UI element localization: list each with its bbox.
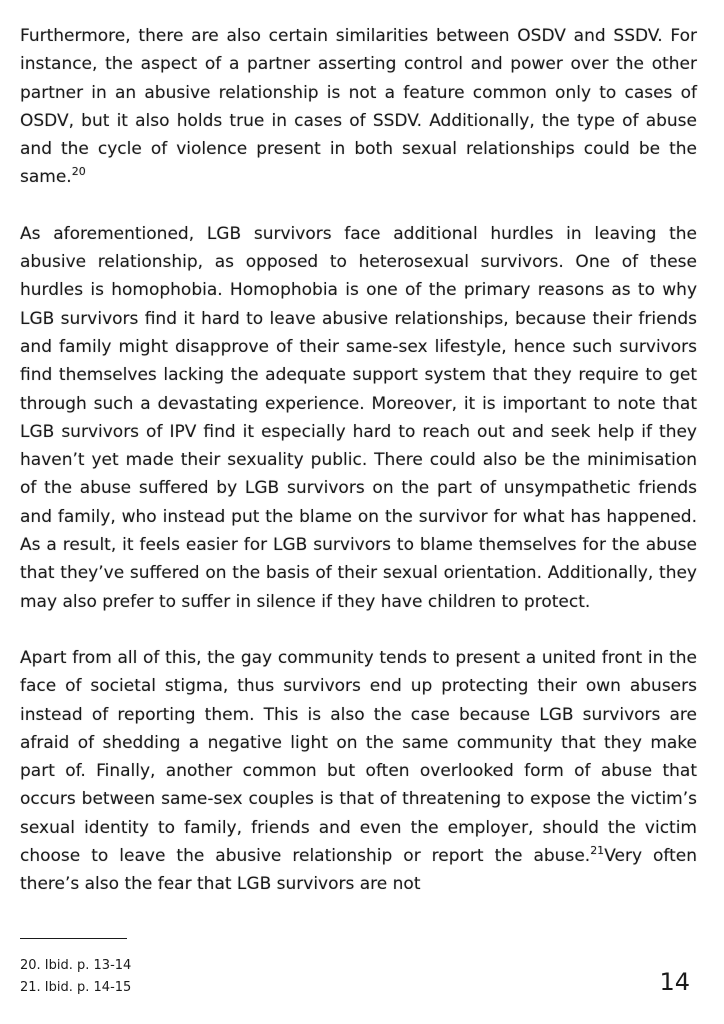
footnote-ref-20[interactable]: 20 bbox=[71, 165, 86, 179]
footnote-21: 21. Ibid. p. 14-15 bbox=[20, 980, 132, 995]
footnote-separator bbox=[20, 938, 127, 939]
footnote-ref-21[interactable]: 21 bbox=[590, 844, 605, 858]
paragraph-text: Furthermore, there are also certain similarities between OSDV and SSDV. For instance, the aspect of a partner asserting control and power over the other partner in an abusive relationship is not a feature common only to cases of OSDV, but it also holds true in cases of SSDV. Additionally, the type of abuse and the cycle of violence present in both sexual relationships could be the same. bbox=[20, 26, 697, 188]
paragraph-text-before: Apart from all of this, the gay community tends to present a united front in the face of societal stigma, thus survivors end up protecting their own abusers instead of reporting them. This is also the case because LGB survivors are afraid of shedding a negative light on the same community that they make part of. Finally, another common but often overlooked form of abuse that occurs between same-sex couples is that of threatening to expose the victim’s sexual identity to family, friends and even the employer, should the victim choose to leave the abusive relationship or report the abuse. bbox=[20, 647, 697, 867]
footnotes bbox=[20, 955, 131, 999]
paragraph-gay-community bbox=[20, 644, 697, 899]
paragraph-text: As aforementioned, LGB survivors face additional hurdles in leaving the abusive relationship, as opposed to heterosexual survivors. One of these hurdles is homophobia. Homophobia is one of the primary reasons as to why LGB survivors find it hard to leave abusive relationships, because their friends and family might disapprove of their same-sex lifestyle, hence such survivors find themselves lacking the adequate support system that they require to get through such a devastating experience. Moreover, it is important to note that LGB survivors of IPV find it especially hard to reach out and seek help if they haven’t yet made their sexuality public. There could also be the minimisation of the abuse suffered by LGB survivors on the part of unsympathetic friends and family, who instead put the blame on the survivor for what has happened. As a result, it feels easier for LGB survivors to blame themselves for the abuse that they’ve suffered on the basis of their sexual orientation. Additionally, they may also prefer to suffer in silence if they have children to protect. bbox=[20, 223, 697, 612]
paragraph-lgb-hurdles bbox=[20, 220, 697, 616]
document-body bbox=[20, 22, 697, 899]
paragraph-text-after: Very often there’s also the fear that LGB survivors are not bbox=[20, 846, 697, 895]
page-number: 14 bbox=[659, 968, 690, 996]
paragraph-osdv-ssdv bbox=[20, 22, 697, 192]
footnote-20: 20. Ibid. p. 13-14 bbox=[20, 958, 132, 973]
